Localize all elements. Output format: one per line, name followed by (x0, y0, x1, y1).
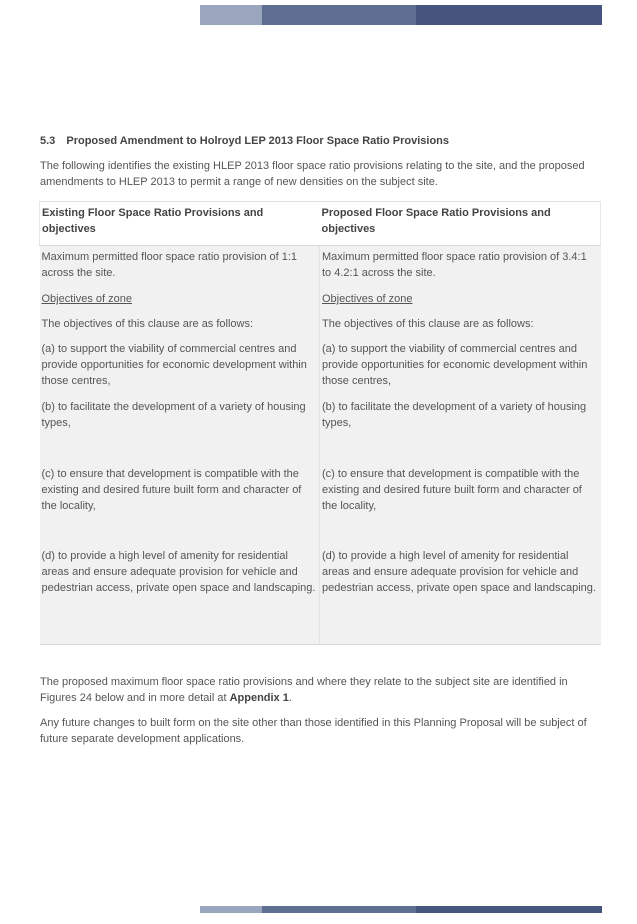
existing-fsr-text: Maximum permitted floor space ratio provision of 1:1 across the site. (41, 251, 298, 279)
existing-objective-a: (a) to support the viability of commercial centres and provide opportunities for economic development within those centres, (41, 343, 307, 387)
figures-paragraph-end: . (288, 692, 292, 704)
footer-bar-segment-light (200, 906, 262, 913)
proposed-column-header: Proposed Floor Space Ratio Provisions and objectives (320, 202, 601, 246)
fsr-comparison-table (39, 201, 601, 645)
existing-column-header: Existing Floor Space Ratio Provisions and objectives (40, 202, 320, 246)
footer-color-bar (200, 906, 602, 913)
existing-objective-c: (c) to ensure that development is compatible with the existing and desired future built form and character of the locality, (41, 468, 302, 512)
header-bar-segment-light (200, 5, 262, 25)
proposed-objectives-heading: Objectives of zone (322, 293, 413, 305)
existing-objective-d: (d) to provide a high level of amenity for residential areas and ensure adequate provision for vehicle and pedestrian access, private open space and landscaping. (41, 550, 316, 594)
header-bar-segment-dark (416, 5, 602, 25)
footer-bar-segment-dark (416, 906, 602, 913)
header-bar-segment-mid (262, 5, 416, 25)
existing-provisions-cell (40, 246, 320, 645)
proposed-provisions-cell (320, 246, 601, 645)
figures-paragraph-text: The proposed maximum floor space ratio provisions and where they relate to the subject site are identified in Figures 24 below and in more detail at (40, 676, 568, 704)
figures-paragraph (40, 674, 602, 706)
future-changes-paragraph: Any future changes to built form on the site other than those identified in this Planning Proposal will be subject of future separate development applications. (40, 717, 587, 745)
section-heading (40, 135, 600, 147)
proposed-clause-intro: The objectives of this clause are as follows: (322, 318, 534, 330)
proposed-objective-a: (a) to support the viability of commercial centres and provide opportunities for economic development within those centres, (322, 343, 588, 387)
appendix-reference: Appendix 1 (229, 692, 289, 704)
section-title: Proposed Amendment to Holroyd LEP 2013 Floor Space Ratio Provisions (66, 135, 449, 147)
section-number: 5.3 (40, 135, 56, 147)
existing-clause-intro: The objectives of this clause are as follows: (41, 318, 254, 330)
proposed-objective-b: (b) to facilitate the development of a variety of housing types, (322, 401, 587, 429)
existing-objective-b: (b) to facilitate the development of a variety of housing types, (41, 401, 306, 429)
header-color-bar (200, 5, 602, 25)
proposed-fsr-text: Maximum permitted floor space ratio provision of 3.4:1 to 4.2:1 across the site. (322, 251, 587, 279)
proposed-objective-c: (c) to ensure that development is compatible with the existing and desired future built form and character of the locality, (322, 468, 582, 512)
proposed-objective-d: (d) to provide a high level of amenity for residential areas and ensure adequate provision for vehicle and pedestrian access, private open space and landscaping. (322, 550, 596, 594)
table-row (40, 246, 601, 645)
table-header-row (40, 202, 601, 246)
intro-paragraph: The following identifies the existing HLEP 2013 floor space ratio provisions relating to the site, and the proposed amendments to HLEP 2013 to permit a range of new densities on the subject site. (40, 160, 585, 188)
existing-objectives-heading: Objectives of zone (41, 293, 132, 305)
footer-bar-segment-mid (262, 906, 416, 913)
